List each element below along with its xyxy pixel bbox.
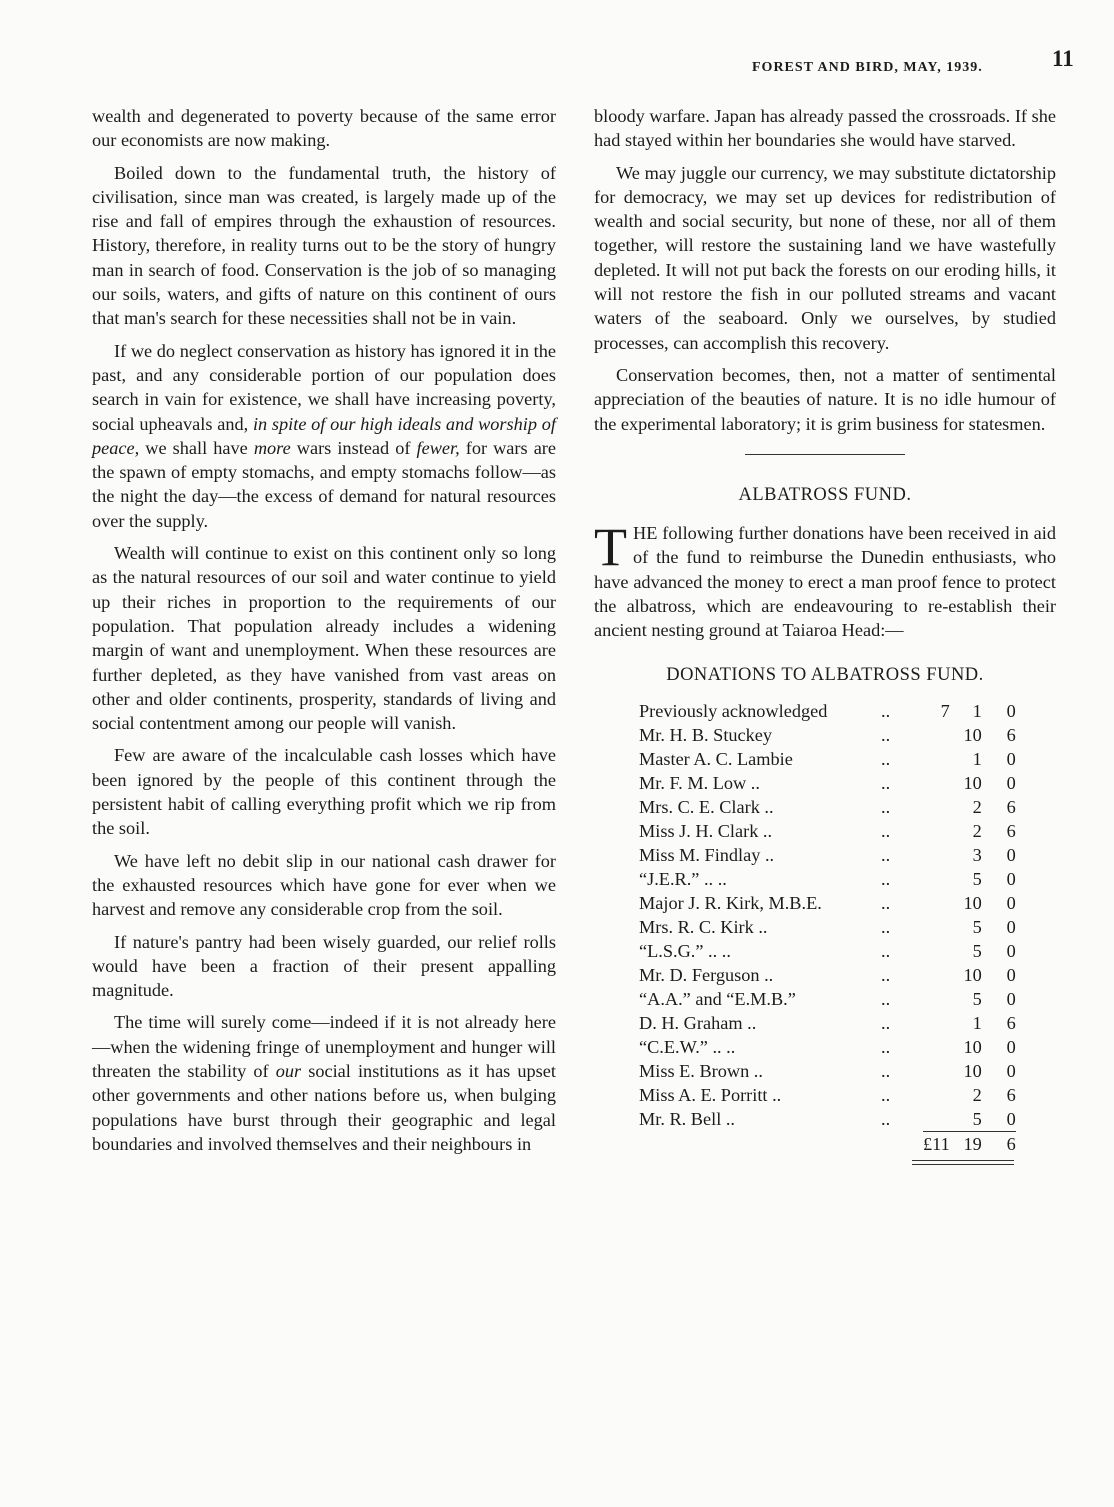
amount-shillings: 1	[972, 700, 982, 721]
donation-row	[639, 987, 1016, 1011]
total-double-rule	[912, 1160, 1014, 1165]
amount-pounds	[923, 1107, 950, 1132]
leader-dots: ..	[881, 748, 891, 769]
paragraph: wealth and degenerated to poverty because of the same error our economists are now making.	[92, 106, 556, 151]
emphasis: in spite of our high ideals and worship of peace,	[92, 413, 556, 458]
leader-dots: ..	[881, 892, 891, 913]
donor-name: Mr. R. Bell ..	[639, 1109, 735, 1130]
amount-shillings: 1	[972, 1012, 982, 1033]
donation-row	[639, 939, 1016, 963]
donor-name: Mr. D. Ferguson ..	[639, 964, 774, 985]
paragraph: The time will surely come—indeed if it is not already here—when the widening fringe of unemployment and hunger will threaten the stability of our social institutions as it has upset other governments and other nations before us, when bulging populations have burst through their geographic and legal boundaries and involved themselves and their neighbours in	[92, 1012, 556, 1154]
donation-row	[639, 1083, 1016, 1107]
left-column	[92, 104, 556, 1164]
leader-dots: ..	[881, 916, 891, 937]
amount-pence: 6	[1006, 1012, 1016, 1033]
paragraph: Conservation becomes, then, not a matter of sentimental appreciation of the beauties of nature. It is no idle humour of the experimental laboratory; it is grim business for statesmen.	[594, 364, 1056, 434]
amount-pounds	[923, 747, 950, 771]
paragraph: Few are aware of the incalculable cash losses which have been ignored by the people of this continent through the persistent habit of calling everything profit which we rip from the soil.	[92, 745, 556, 839]
donations-total-row	[639, 1131, 1016, 1156]
donor-name: Mrs. C. E. Clark ..	[639, 796, 774, 817]
donor-name: “J.E.R.” .. ..	[639, 868, 727, 889]
amount-shillings: 10	[963, 772, 982, 793]
amount-shillings: 5	[972, 868, 982, 889]
amount-pounds	[923, 771, 950, 795]
leader-dots: ..	[881, 868, 891, 889]
donor-name: Miss E. Brown ..	[639, 1060, 763, 1081]
donor-name: Miss J. H. Clark ..	[639, 820, 773, 841]
amount-pence: 0	[1006, 940, 1016, 961]
amount-shillings: 2	[972, 796, 982, 817]
total-pounds: £11	[923, 1131, 950, 1156]
donor-name: Mr. H. B. Stuckey	[639, 724, 773, 745]
amount-pence: 0	[1006, 772, 1016, 793]
donor-name: Previously acknowledged	[639, 700, 828, 721]
donation-row	[639, 819, 1016, 843]
total-pence: 6	[982, 1131, 1016, 1156]
amount-pounds	[923, 891, 950, 915]
leader-dots: ..	[881, 1036, 891, 1057]
donor-name: “A.A.” and “E.M.B.”	[639, 988, 796, 1009]
amount-shillings: 5	[972, 940, 982, 961]
paragraph: Wealth will continue to exist on this continent only so long as the natural resources of our soil and water continue to yield up their riches in proportion to the requirements of our population. That population already includes a widening margin of want and unemployment. When these resources are further depleted, as they have vanished from vast areas on other and older continents, prosperity, standards of living and social contentment among our people will vanish.	[92, 543, 556, 734]
amount-pence: 0	[1006, 868, 1016, 889]
emphasis: more	[253, 437, 291, 458]
leader-dots: ..	[881, 1060, 891, 1081]
donation-row	[639, 843, 1016, 867]
donation-row	[639, 1035, 1016, 1059]
amount-pounds	[923, 939, 950, 963]
amount-pence: 0	[1006, 1108, 1016, 1129]
donation-row	[639, 867, 1016, 891]
paragraph: We may juggle our currency, we may substitute dictatorship for democracy, we may set up devices for redistribution of wealth and social security, but none of these, nor all of them together, will restore the sustaining land we have wastefully depleted. It will not put back the forests on our eroding hills, it will not restore the fish in our polluted streams and vacant waters of the seaboard. Only we ourselves, by studied processes, can accomplish this recovery.	[594, 162, 1056, 353]
amount-pounds	[923, 867, 950, 891]
amount-pounds	[923, 1059, 950, 1083]
donor-name: Master A. C. Lambie	[639, 748, 793, 769]
total-shillings: 19	[950, 1131, 982, 1156]
amount-pence: 0	[1006, 1060, 1016, 1081]
leader-dots: ..	[881, 796, 891, 817]
amount-shillings: 5	[972, 1108, 982, 1129]
donation-row	[639, 795, 1016, 819]
page-number: 11	[1052, 46, 1074, 71]
donor-name: Mrs. R. C. Kirk ..	[639, 916, 768, 937]
donation-row	[639, 699, 1016, 723]
amount-shillings: 10	[963, 1036, 982, 1057]
amount-shillings: 5	[972, 988, 982, 1009]
donations-table-title: DONATIONS TO ALBATROSS FUND.	[666, 664, 984, 685]
amount-shillings: 10	[963, 964, 982, 985]
amount-pence: 0	[1006, 988, 1016, 1009]
donor-name: D. H. Graham ..	[639, 1012, 757, 1033]
leader-dots: ..	[881, 1012, 891, 1033]
amount-pence: 0	[1006, 916, 1016, 937]
amount-pence: 0	[1006, 964, 1016, 985]
donation-row	[639, 1107, 1016, 1132]
amount-pence: 6	[1006, 724, 1016, 745]
leader-dots: ..	[881, 820, 891, 841]
amount-pence: 0	[1006, 844, 1016, 865]
amount-shillings: 2	[972, 1084, 982, 1105]
emphasis: our	[275, 1060, 302, 1081]
amount-shillings: 10	[963, 724, 982, 745]
amount-pounds	[923, 963, 950, 987]
amount-pounds	[923, 1083, 950, 1107]
donation-row	[639, 747, 1016, 771]
amount-pence: 6	[1006, 820, 1016, 841]
paragraph: If nature's pantry had been wisely guarded, our relief rolls would have been a fraction of their present appalling magnitude.	[92, 931, 556, 1001]
amount-pounds	[923, 795, 950, 819]
amount-pence: 6	[1006, 796, 1016, 817]
amount-shillings: 2	[972, 820, 982, 841]
donation-row	[639, 771, 1016, 795]
leader-dots: ..	[881, 724, 891, 745]
amount-shillings: 10	[963, 892, 982, 913]
running-head: FOREST AND BIRD, MAY, 1939.	[752, 60, 983, 75]
amount-pounds	[923, 987, 950, 1011]
section-divider	[745, 454, 905, 455]
donor-name: Miss A. E. Porritt ..	[639, 1084, 782, 1105]
amount-shillings: 3	[972, 844, 982, 865]
paragraph: If we do neglect conservation as history has ignored it in the past, and any considerable portion of our population does search in vain for existence, we shall have increasing poverty, social upheavals and, in spite of our high ideals and worship of peace, we shall have more wars instead of fewer, for wars are the spawn of empty stomachs, and empty stomachs follow—as the night the day—the excess of demand for natural resources over the supply.	[92, 340, 557, 531]
donations-table	[639, 699, 1016, 1156]
leader-dots: ..	[881, 940, 891, 961]
paragraph: bloody warfare. Japan has already passed the crossroads. If she had stayed within her boundaries she would have starved.	[594, 106, 1056, 151]
amount-pounds	[923, 843, 950, 867]
amount-pounds: 7	[940, 700, 950, 721]
paragraph: Boiled down to the fundamental truth, the history of civilisation, since man was created, is largely made up of the rise and fall of empires through the exhaustion of resources. History, therefore, in reality turns out to be the story of hungry man in search of food. Conservation is the job of so managing our soils, waters, and gifts of nature on this continent of ours that man's search for these necessities shall not be in vain.	[92, 162, 556, 329]
amount-shillings: 5	[972, 916, 982, 937]
amount-shillings: 1	[972, 748, 982, 769]
emphasis: fewer,	[416, 437, 460, 458]
donation-row	[639, 1011, 1016, 1035]
amount-pounds	[923, 1011, 950, 1035]
paragraph: We have left no debit slip in our national cash drawer for the exhausted resources which have gone for ever when we harvest and remove any considerable crop from the soil.	[92, 850, 556, 920]
leader-dots: ..	[881, 1084, 891, 1105]
donation-row	[639, 963, 1016, 987]
donation-row	[639, 915, 1016, 939]
leader-dots: ..	[881, 700, 891, 721]
donor-name: “L.S.G.” .. ..	[639, 940, 731, 961]
leader-dots: ..	[881, 988, 891, 1009]
amount-pence: 0	[1006, 700, 1016, 721]
amount-pence: 6	[1006, 1084, 1016, 1105]
amount-shillings: 10	[963, 1060, 982, 1081]
leader-dots: ..	[881, 772, 891, 793]
amount-pounds	[923, 723, 950, 747]
leader-dots: ..	[881, 964, 891, 985]
leader-dots: ..	[881, 1109, 891, 1130]
donation-row	[639, 891, 1016, 915]
donor-name: Miss M. Findlay ..	[639, 844, 775, 865]
amount-pounds	[923, 915, 950, 939]
amount-pounds	[923, 819, 950, 843]
amount-pence: 0	[1006, 748, 1016, 769]
leader-dots: ..	[881, 844, 891, 865]
donor-name: “C.E.W.” .. ..	[639, 1036, 736, 1057]
donor-name: Mr. F. M. Low ..	[639, 772, 760, 793]
donation-row	[639, 723, 1016, 747]
albatross-intro: THE following further donations have been received in aid of the fund to reimburse the Dunedin enthusiasts, who have advanced the money to erect a man proof fence to protect the albatross, which are endeavouring to re-establish their ancient nesting ground at Taiaroa Head:—	[594, 517, 1056, 641]
donor-name: Major J. R. Kirk, M.B.E.	[639, 892, 822, 913]
amount-pence: 0	[1006, 892, 1016, 913]
donation-row	[639, 1059, 1016, 1083]
section-title: ALBATROSS FUND.	[738, 484, 912, 505]
drop-cap: T	[594, 517, 627, 578]
amount-pounds	[923, 1035, 950, 1059]
amount-pence: 0	[1006, 1036, 1016, 1057]
right-column	[594, 104, 1056, 1165]
